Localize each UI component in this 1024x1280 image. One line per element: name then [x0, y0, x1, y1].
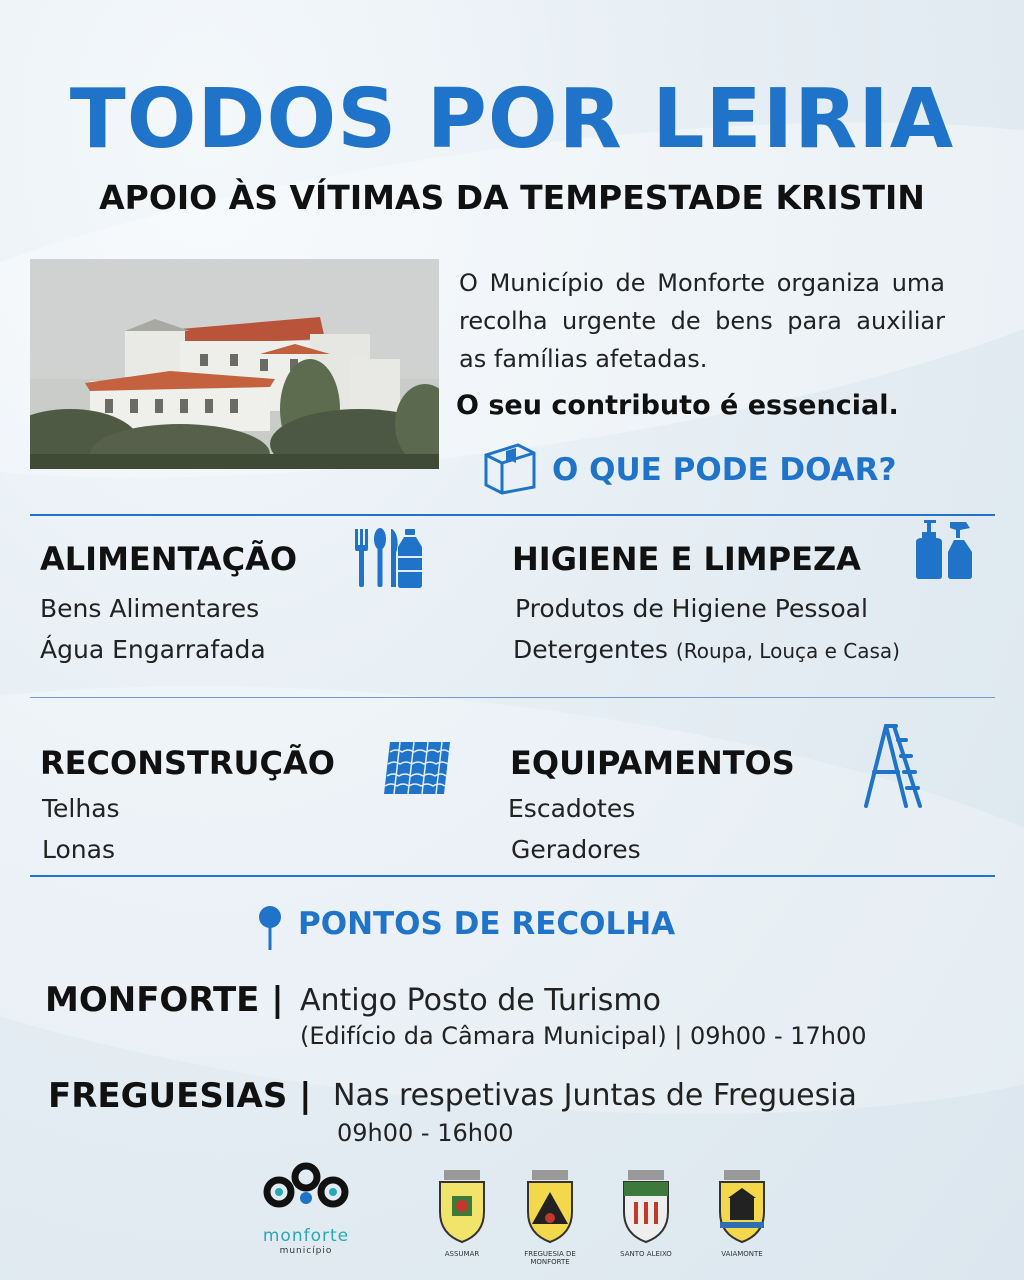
intro-emphasis: O seu contributo é essencial. [456, 390, 899, 421]
roof-tiles-icon [382, 740, 452, 796]
crest-caption: ASSUMAR [444, 1250, 480, 1258]
list-item: Bens Alimentares [40, 594, 260, 623]
list-item: Produtos de Higiene Pessoal [515, 594, 868, 623]
damaged-building-photo [30, 259, 439, 469]
location-label-freguesias: FREGUESIAS | [48, 1076, 312, 1116]
list-item: Telhas [42, 794, 120, 823]
location-label-monforte: MONFORTE | [45, 980, 284, 1020]
location-hours: (Edifício da Câmara Municipal) | 09h00 - 17h00 [300, 1022, 867, 1050]
crest-caption: SANTO ALEIXO [620, 1250, 672, 1258]
divider [30, 697, 995, 698]
list-item: Detergentes (Roupa, Louça e Casa) [513, 635, 900, 664]
crest-caption: FREGUESIA DE MONFORTE [524, 1250, 576, 1266]
box-icon [482, 441, 538, 495]
intro-text: O Município de Monforte organiza uma recolha urgente de bens para auxiliar as famílias afetadas. [459, 269, 945, 373]
page-subtitle: APOIO ÀS VÍTIMAS DA TEMPESTADE KRISTIN [99, 178, 925, 217]
list-item: Escadotes [508, 794, 636, 823]
location-text: Antigo Posto de Turismo [300, 983, 661, 1018]
crest-assumar [422, 1168, 502, 1268]
category-rebuild-title: RECONSTRUÇÃO [40, 744, 335, 782]
donate-heading: O QUE PODE DOAR? [552, 452, 897, 488]
cutlery-bottle-icon [352, 527, 428, 589]
location-text: Nas respetivas Juntas de Freguesia [333, 1078, 857, 1113]
list-item: Água Engarrafada [40, 635, 266, 664]
soap-spray-icon [910, 518, 976, 580]
divider [30, 514, 995, 516]
logo-name: monforte [262, 1226, 350, 1246]
location-pin-icon [258, 905, 282, 951]
page-title: TODOS POR LEIRIA [69, 72, 955, 167]
category-equipment-title: EQUIPAMENTOS [510, 744, 795, 782]
crest-santo-aleixo [606, 1168, 686, 1268]
monforte-logo-icon [262, 1162, 350, 1214]
category-food-title: ALIMENTAÇÃO [40, 540, 298, 578]
crest-monforte [510, 1168, 590, 1268]
list-item: Lonas [42, 835, 115, 864]
category-hygiene-title: HIGIENE E LIMPEZA [512, 540, 861, 578]
divider [30, 875, 995, 877]
logo-subtitle: município [279, 1246, 333, 1256]
list-item: Geradores [511, 835, 641, 864]
crest-caption: VAIAMONTE [721, 1250, 763, 1258]
ladder-icon [864, 722, 924, 810]
location-hours: 09h00 - 16h00 [337, 1119, 514, 1147]
crest-vaiamonte [702, 1168, 782, 1268]
collection-heading: PONTOS DE RECOLHA [298, 906, 676, 942]
